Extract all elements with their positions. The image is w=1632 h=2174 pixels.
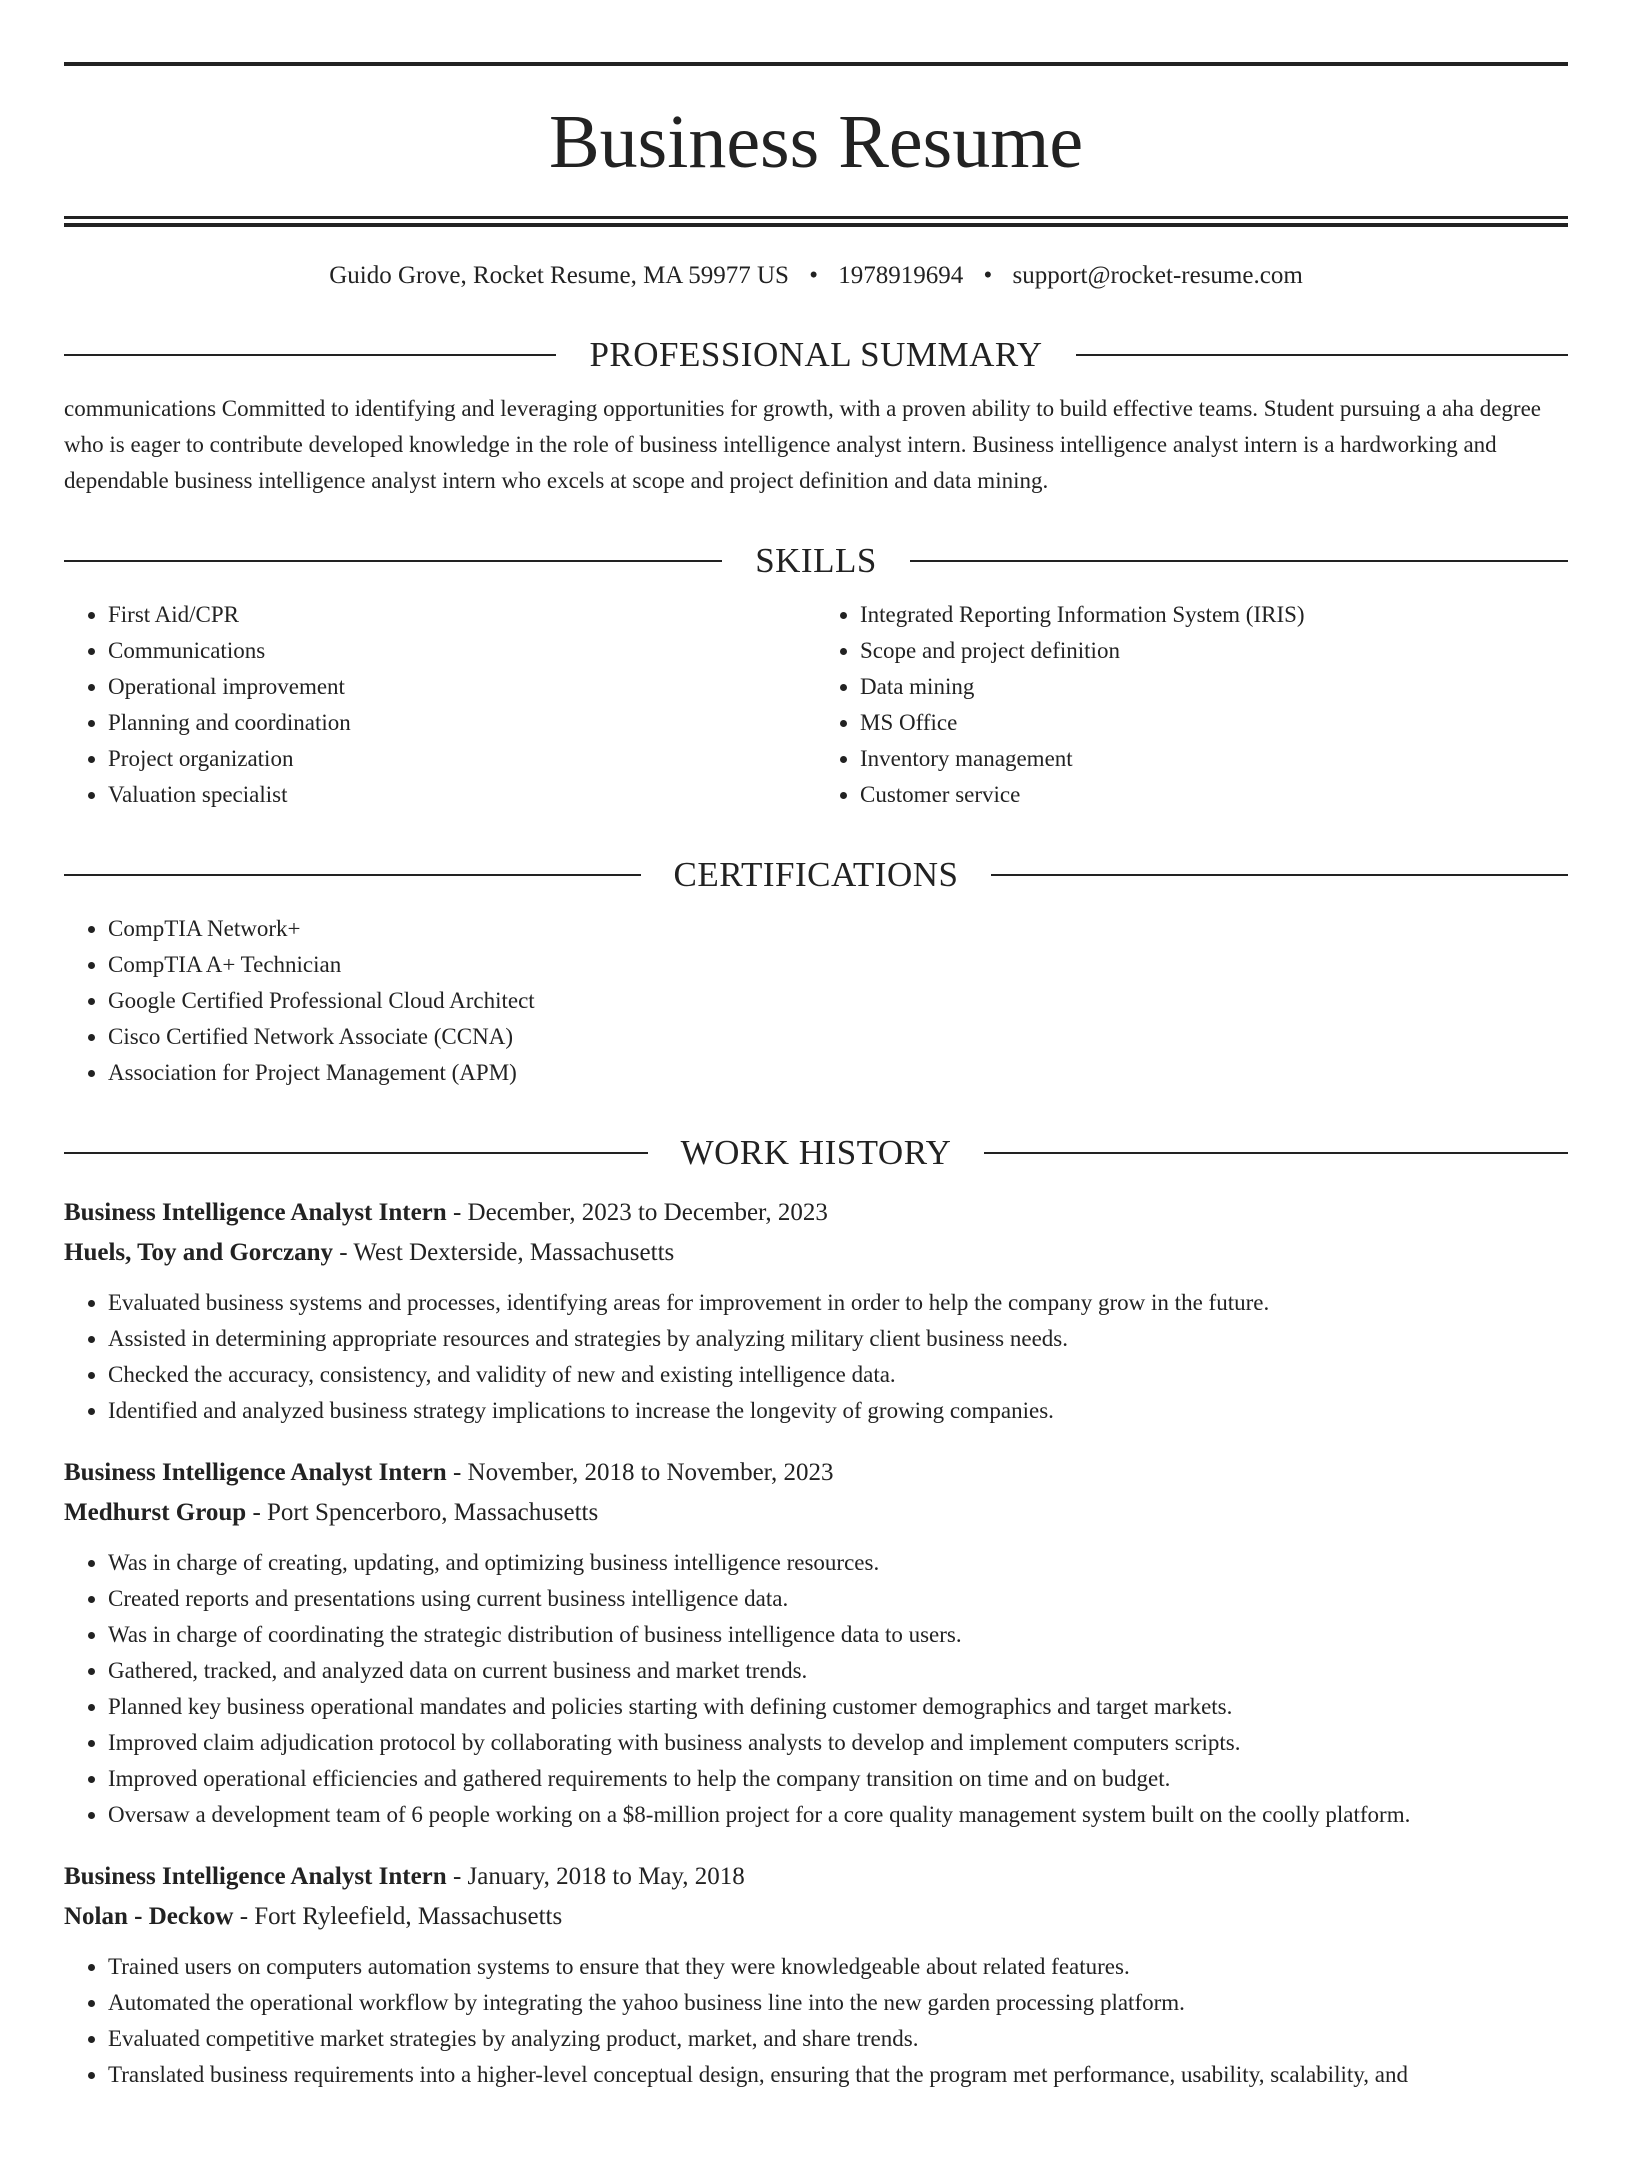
job-bullet: • Created reports and presentations using current business intelligence data. <box>108 1581 1568 1617</box>
skill-item: • Planning and coordination <box>108 705 816 741</box>
section-header-certifications <box>64 853 1568 897</box>
job-title-line <box>64 1857 1568 1897</box>
contact-separator: • <box>983 262 993 289</box>
job-bullet: • Oversaw a development team of 6 people working on a $8-million project for a core quality management system built on the coolly platform. <box>108 1797 1568 1833</box>
job-title: Business Intelligence Analyst Intern <box>64 1199 447 1226</box>
job-bullet: • Planned key business operational mandates and policies starting with defining customer demographics and target markets. <box>108 1689 1568 1725</box>
certification-item: • Association for Project Management (APM) <box>108 1055 1568 1091</box>
job-company-line <box>64 1897 1568 1937</box>
skills-list-left <box>64 597 816 813</box>
skill-item: • Communications <box>108 633 816 669</box>
section-rule <box>64 1152 648 1154</box>
skill-item: • First Aid/CPR <box>108 597 816 633</box>
contact-email: support@rocket-resume.com <box>1012 262 1303 289</box>
job-location: - Fort Ryleefield, Massachusetts <box>233 1903 563 1930</box>
skills-columns <box>64 597 1568 813</box>
section-rule <box>64 560 722 562</box>
job-bullet: • Checked the accuracy, consistency, and validity of new and existing intelligence data. <box>108 1357 1568 1393</box>
skill-item: • Inventory management <box>860 741 1568 777</box>
job-location: - West Dexterside, Massachusetts <box>333 1239 675 1266</box>
page-title: Business Resume <box>548 100 1084 184</box>
job-dates: - December, 2023 to December, 2023 <box>446 1199 828 1226</box>
top-rule <box>64 62 1568 66</box>
title-double-rule <box>64 216 1568 227</box>
section-title: SKILLS <box>755 541 877 580</box>
job-bullets <box>64 1545 1568 1833</box>
certification-item: • CompTIA A+ Technician <box>108 947 1568 983</box>
job-bullet: • Improved operational efficiencies and gathered requirements to help the company transition on time and on budget. <box>108 1761 1568 1797</box>
skill-item: • Integrated Reporting Information System (IRIS) <box>860 597 1568 633</box>
job-title-line <box>64 1193 1568 1233</box>
section-rule <box>64 874 641 876</box>
section-rule <box>984 1152 1568 1154</box>
job-bullet: • Gathered, tracked, and analyzed data on current business and market trends. <box>108 1653 1568 1689</box>
resume-page <box>0 62 1632 2174</box>
job-bullet: • Assisted in determining appropriate resources and strategies by analyzing military client business needs. <box>108 1321 1568 1357</box>
section-rule <box>991 874 1568 876</box>
job-bullet: • Translated business requirements into a higher-level conceptual design, ensuring that the program met performance, usability, scalability, and <box>108 2057 1568 2093</box>
skill-item: • MS Office <box>860 705 1568 741</box>
job-entry <box>64 1857 1568 2093</box>
job-dates: - January, 2018 to May, 2018 <box>446 1863 745 1890</box>
job-title: Business Intelligence Analyst Intern <box>64 1459 447 1486</box>
job-bullets <box>64 1949 1568 2093</box>
job-bullet: • Was in charge of coordinating the strategic distribution of business intelligence data to users. <box>108 1617 1568 1653</box>
section-rule <box>1076 354 1568 356</box>
job-company: Medhurst Group <box>64 1499 247 1526</box>
job-entry <box>64 1193 1568 1429</box>
job-company: Huels, Toy and Gorczany <box>64 1239 334 1266</box>
job-title-line <box>64 1453 1568 1493</box>
job-title: Business Intelligence Analyst Intern <box>64 1863 447 1890</box>
section-rule <box>910 560 1568 562</box>
section-title: PROFESSIONAL SUMMARY <box>589 335 1043 374</box>
job-bullet: • Identified and analyzed business strategy implications to increase the longevity of growing companies. <box>108 1393 1568 1429</box>
skill-item: • Customer service <box>860 777 1568 813</box>
certification-item: • Google Certified Professional Cloud Architect <box>108 983 1568 1019</box>
contact-phone: 1978919694 <box>838 262 964 289</box>
job-bullet: • Trained users on computers automation systems to ensure that they were knowledgeable about related features. <box>108 1949 1568 1985</box>
contact-address: Guido Grove, Rocket Resume, MA 59977 US <box>329 262 789 289</box>
job-entry <box>64 1453 1568 1833</box>
skill-item: • Data mining <box>860 669 1568 705</box>
skill-item: • Scope and project definition <box>860 633 1568 669</box>
job-company-line <box>64 1493 1568 1533</box>
skill-item: • Operational improvement <box>108 669 816 705</box>
job-company-line <box>64 1233 1568 1273</box>
job-location: - Port Spencerboro, Massachusetts <box>246 1499 599 1526</box>
job-bullet: • Evaluated competitive market strategies by analyzing product, market, and share trends. <box>108 2021 1568 2057</box>
certifications-list <box>64 911 1568 1091</box>
certification-item: • CompTIA Network+ <box>108 911 1568 947</box>
job-bullet: • Improved claim adjudication protocol by collaborating with business analysts to develop and implement computers scripts. <box>108 1725 1568 1761</box>
section-rule <box>64 354 556 356</box>
job-dates: - November, 2018 to November, 2023 <box>446 1459 834 1486</box>
section-title: WORK HISTORY <box>680 1133 952 1172</box>
section-header-skills <box>64 539 1568 583</box>
contact-line <box>64 259 1568 293</box>
job-bullets <box>64 1285 1568 1429</box>
certification-item: • Cisco Certified Network Associate (CCNA) <box>108 1019 1568 1055</box>
skill-item: • Valuation specialist <box>108 777 816 813</box>
section-header-summary <box>64 333 1568 377</box>
section-title: CERTIFICATIONS <box>673 855 959 894</box>
job-bullet: • Was in charge of creating, updating, and optimizing business intelligence resources. <box>108 1545 1568 1581</box>
skills-list-right <box>816 597 1568 813</box>
job-company: Nolan - Deckow <box>64 1903 234 1930</box>
contact-separator: • <box>809 262 818 289</box>
section-header-work <box>64 1131 1568 1175</box>
skill-item: • Project organization <box>108 741 816 777</box>
summary-text: communications Committed to identifying and leveraging opportunities for growth, with a proven ability to build effective teams. Student pursuing a aha degree who is eager to contribute developed knowledge in the role of business intelligence analyst intern. Business intelligence analyst intern is a hardworking and dependable business intelligence analyst intern who excels at scope and project definition and data mining. <box>64 396 1541 493</box>
job-bullet: • Evaluated business systems and processes, identifying areas for improvement in order to help the company grow in the future. <box>108 1285 1568 1321</box>
job-bullet: • Automated the operational workflow by integrating the yahoo business line into the new garden processing platform. <box>108 1985 1568 2021</box>
